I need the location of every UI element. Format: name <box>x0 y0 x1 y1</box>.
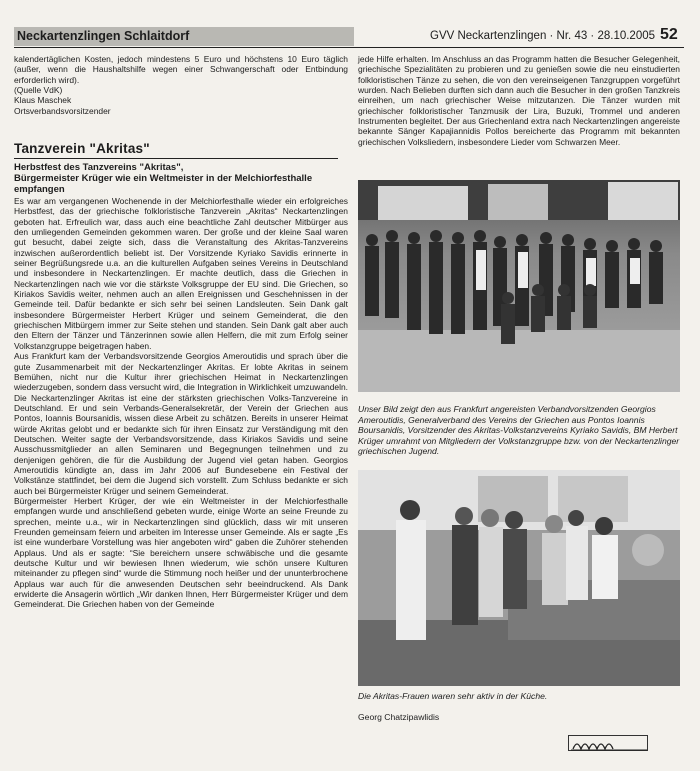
publisher-logo <box>568 735 648 751</box>
header-issue-info: GVV Neckartenzlingen · Nr. 43 · 28.10.2005 <box>430 30 656 42</box>
article-body-left <box>14 196 348 610</box>
header-divider <box>14 47 684 48</box>
page-number: 52 <box>660 26 678 43</box>
group-photo-caption: Unser Bild zeigt den aus Frankfurt angereisten Verbandvorsitzenden Georgios Ameroutidis, Generalverband des Vereins der Griechen aus Pontos Ioannis Boursanidis, Vorsitzender des Akritas-Volkstanzvereins Kyriako Savidis, BM Herbert Krüger umrahmt von Mitgliedern der Volkstanzgruppe bzw. von der Neckartenzlinger griechischen Jugend. <box>358 404 680 457</box>
article-paragraph-3: Bürgermeister Herbert Krüger, der wie ein Weltmeister in der Melchiorfesthalle empfangen wurde und anschließend gebeten wurde, einige Worte an seine Freunde zu sprechen, meinte u.a., wir in Neckartenzlingen sind glücklich, dass wir mit unseren Freunden gemeinsam feiern und arbeiten im Interesse unser Gemeinde. Als er sagte „Es ist eine wunderbare Vorstellung was hier angeboten wird“ gaben die Zuhörer stehenden Applaus. Und als er sagte: “Sie bereichern unsere schwäbische und die gesamte deutsche Kultur und wir bewiesen Ihnen wiederum, wie schön unsere Kulturen miteinander zu pflegen sind“ wurde die Stimmung noch heißer und der ununterbrochene Applaus war auch für die anwesenden Deutschen sehr beeindruckend. Als Dank erwiderte die Ansagerin wörtlich „Wir danken Ihnen, Herr Bürgermeister Krüger und dem Gemeinderat. Die Griechen haben von der Gemeinde <box>14 495 348 610</box>
publisher-logo-mark <box>569 736 649 752</box>
previous-article-role: Ortsverbandsvorsitzender <box>14 105 111 116</box>
kitchen-photo-illustration <box>358 470 680 686</box>
group-photo-illustration <box>358 180 680 392</box>
article-kicker <box>14 162 348 196</box>
group-photo <box>358 180 680 392</box>
previous-article-author: Klaus Maschek <box>14 95 72 106</box>
article-paragraph-4: jede Hilfe erhalten. Im Anschluss an das Programm hatten die Besucher Gelegenheit, griechische Spezialitäten zu probieren und zu genießen sowie die neu einstudierten folkloristischen Tänze zu sehen, die von den vereinseigenen Tanzgruppen vorgeführt wurden. Nach Belieben durften sich dann auch die Besucher in den großen Tanzkreis einreihen, um nach griechischer Weise mitzutanzen. Die Tänzer wurden mit griechischer folkloristischer Tanzmusik der Lira, Buzuki, Trommel und anderen Instrumenten begleitet. Der aus Griechenland extra nach Neckartenzlingen angereiste bekannte Sänger Kapajiannidis Pollos bereicherte das Programm mit bekannten griechischen Volksliedern, insbesondere Lieder vom Schwarzen Meer. <box>358 54 680 147</box>
article-kicker-line-1: Herbstfest des Tanzvereins "Akritas", <box>14 162 184 173</box>
article-title: Tanzverein "Akritas" <box>14 141 338 159</box>
article-paragraph-2: Aus Frankfurt kam der Verbandsvorsitzende Georgios Ameroutidis und sprach über die gute Zusammenarbeit mit der Neckartenzlinger Akritas. Er lobte Akritas in seinem Bemühen, nicht nur die Kultur ihrer griechischen Heimat in Neckartenzlingen wiederzugeben, sondern dass versucht wird, die Integration in Wirklichkeit umzuwandeln. Die Neckartenzlinger Akritas ist eine der stärksten griechischen Volks-Tanzvereine in Deutschland. Er und sein Verbands-Generalsekretär, der Verein der Griechen aus Pontos, Ioannis Boursanidis, wissen diese Arbeit zu schätzen. Bereits in unserer Heimat würde Akritas gelobt und er bedankte sich für ihren Einsatz zur Verständigung mit den Deutschen. Weiter sagte der Verbandsvorsitzende, dass Kiriakos Savidis und seine Ausschussmitglieder an allen Seminaren und Begegnungen teilnehmen und zu denjenigen gehören, die für die Ausbildung der Jugend viel getan haben. Georgios Ameroutidis kündigte an, dass im Jahr 2006 auf Bundesebene ein Festival der Volkstänze stattfindet, bei dem die Jugend sich vorstellt. Zum Schluss bedankte er sich auch bei Bürgermeister Krüger und seinem Gemeinderat. <box>14 351 348 496</box>
article-kicker-line-2: Bürgermeister Krüger wie ein Weltmeister in der Melchiorfesthalle empfangen <box>14 173 313 196</box>
article-body-right <box>358 54 680 147</box>
article-paragraph-1: Es war am vergangenen Wochenende in der Melchiorfesthalle wieder ein erfolgreiches Herbstfest, das der griechische folkloristische Tanzverein „Akritas“ Neckartenzlingen geboten hat. Erfreulich war, dass auch eine beachtliche Zahl deutscher Mitbürger aus den umliegenden Gemeinden gekommen waren. Der große und der kleine Saal waren gut besucht, dabei zeigte sich, dass die Veranstaltung des Akritas-Tanzvereins inzwischen außerordentlich beliebt ist. Der Vorsitzende Kyriako Savidis erinnerte in seiner Begrüßungsrede u.a. an die kulturellen Aufgaben seines Vereins in Deutschland und insbesondere in Neckartenzlingen. Er machte deutlich, dass die Griechen in Neckartenzlingen nach wie vor die stärkste Volksgruppe der EU sind. Die Griechen, so Kiriakos Savidis weiter, nehmen auch an allen Ereignissen und Geschehnissen in der Gemeinde teil. Dafür bedankte er sich sehr bei seinen Landsleuten. Sein Dank galt insbesondere Bürgermeister Herbert Krüger und seinem Gemeinderat, die den griechischen Mitbürgern immer zur Seite stehen und standen. Sein Dank galt aber auch den Eltern der Tänzer und Tänzerinnen sowie allen Helfern, die mit zum Erfolg seiner Volkstanzgruppe beigetragen haben. <box>14 196 348 351</box>
article-author: Georg Chatzipawlidis <box>358 712 440 722</box>
kitchen-photo <box>358 470 680 686</box>
kitchen-photo-caption: Die Akritas-Frauen waren sehr aktiv in der Küche. <box>358 691 548 701</box>
header-section-label: Neckartenzlingen Schlaitdorf <box>14 27 354 46</box>
previous-article <box>14 54 348 116</box>
previous-article-text: kalendertäglichen Kosten, jedoch mindestens 5 Euro und höchstens 10 Euro täglich (außer, wenn die Haushaltshilfe wegen einer Schwangerschaft oder Entbindung erforderlich wird). <box>14 54 348 85</box>
previous-article-source: (Quelle VdK) <box>14 85 63 96</box>
